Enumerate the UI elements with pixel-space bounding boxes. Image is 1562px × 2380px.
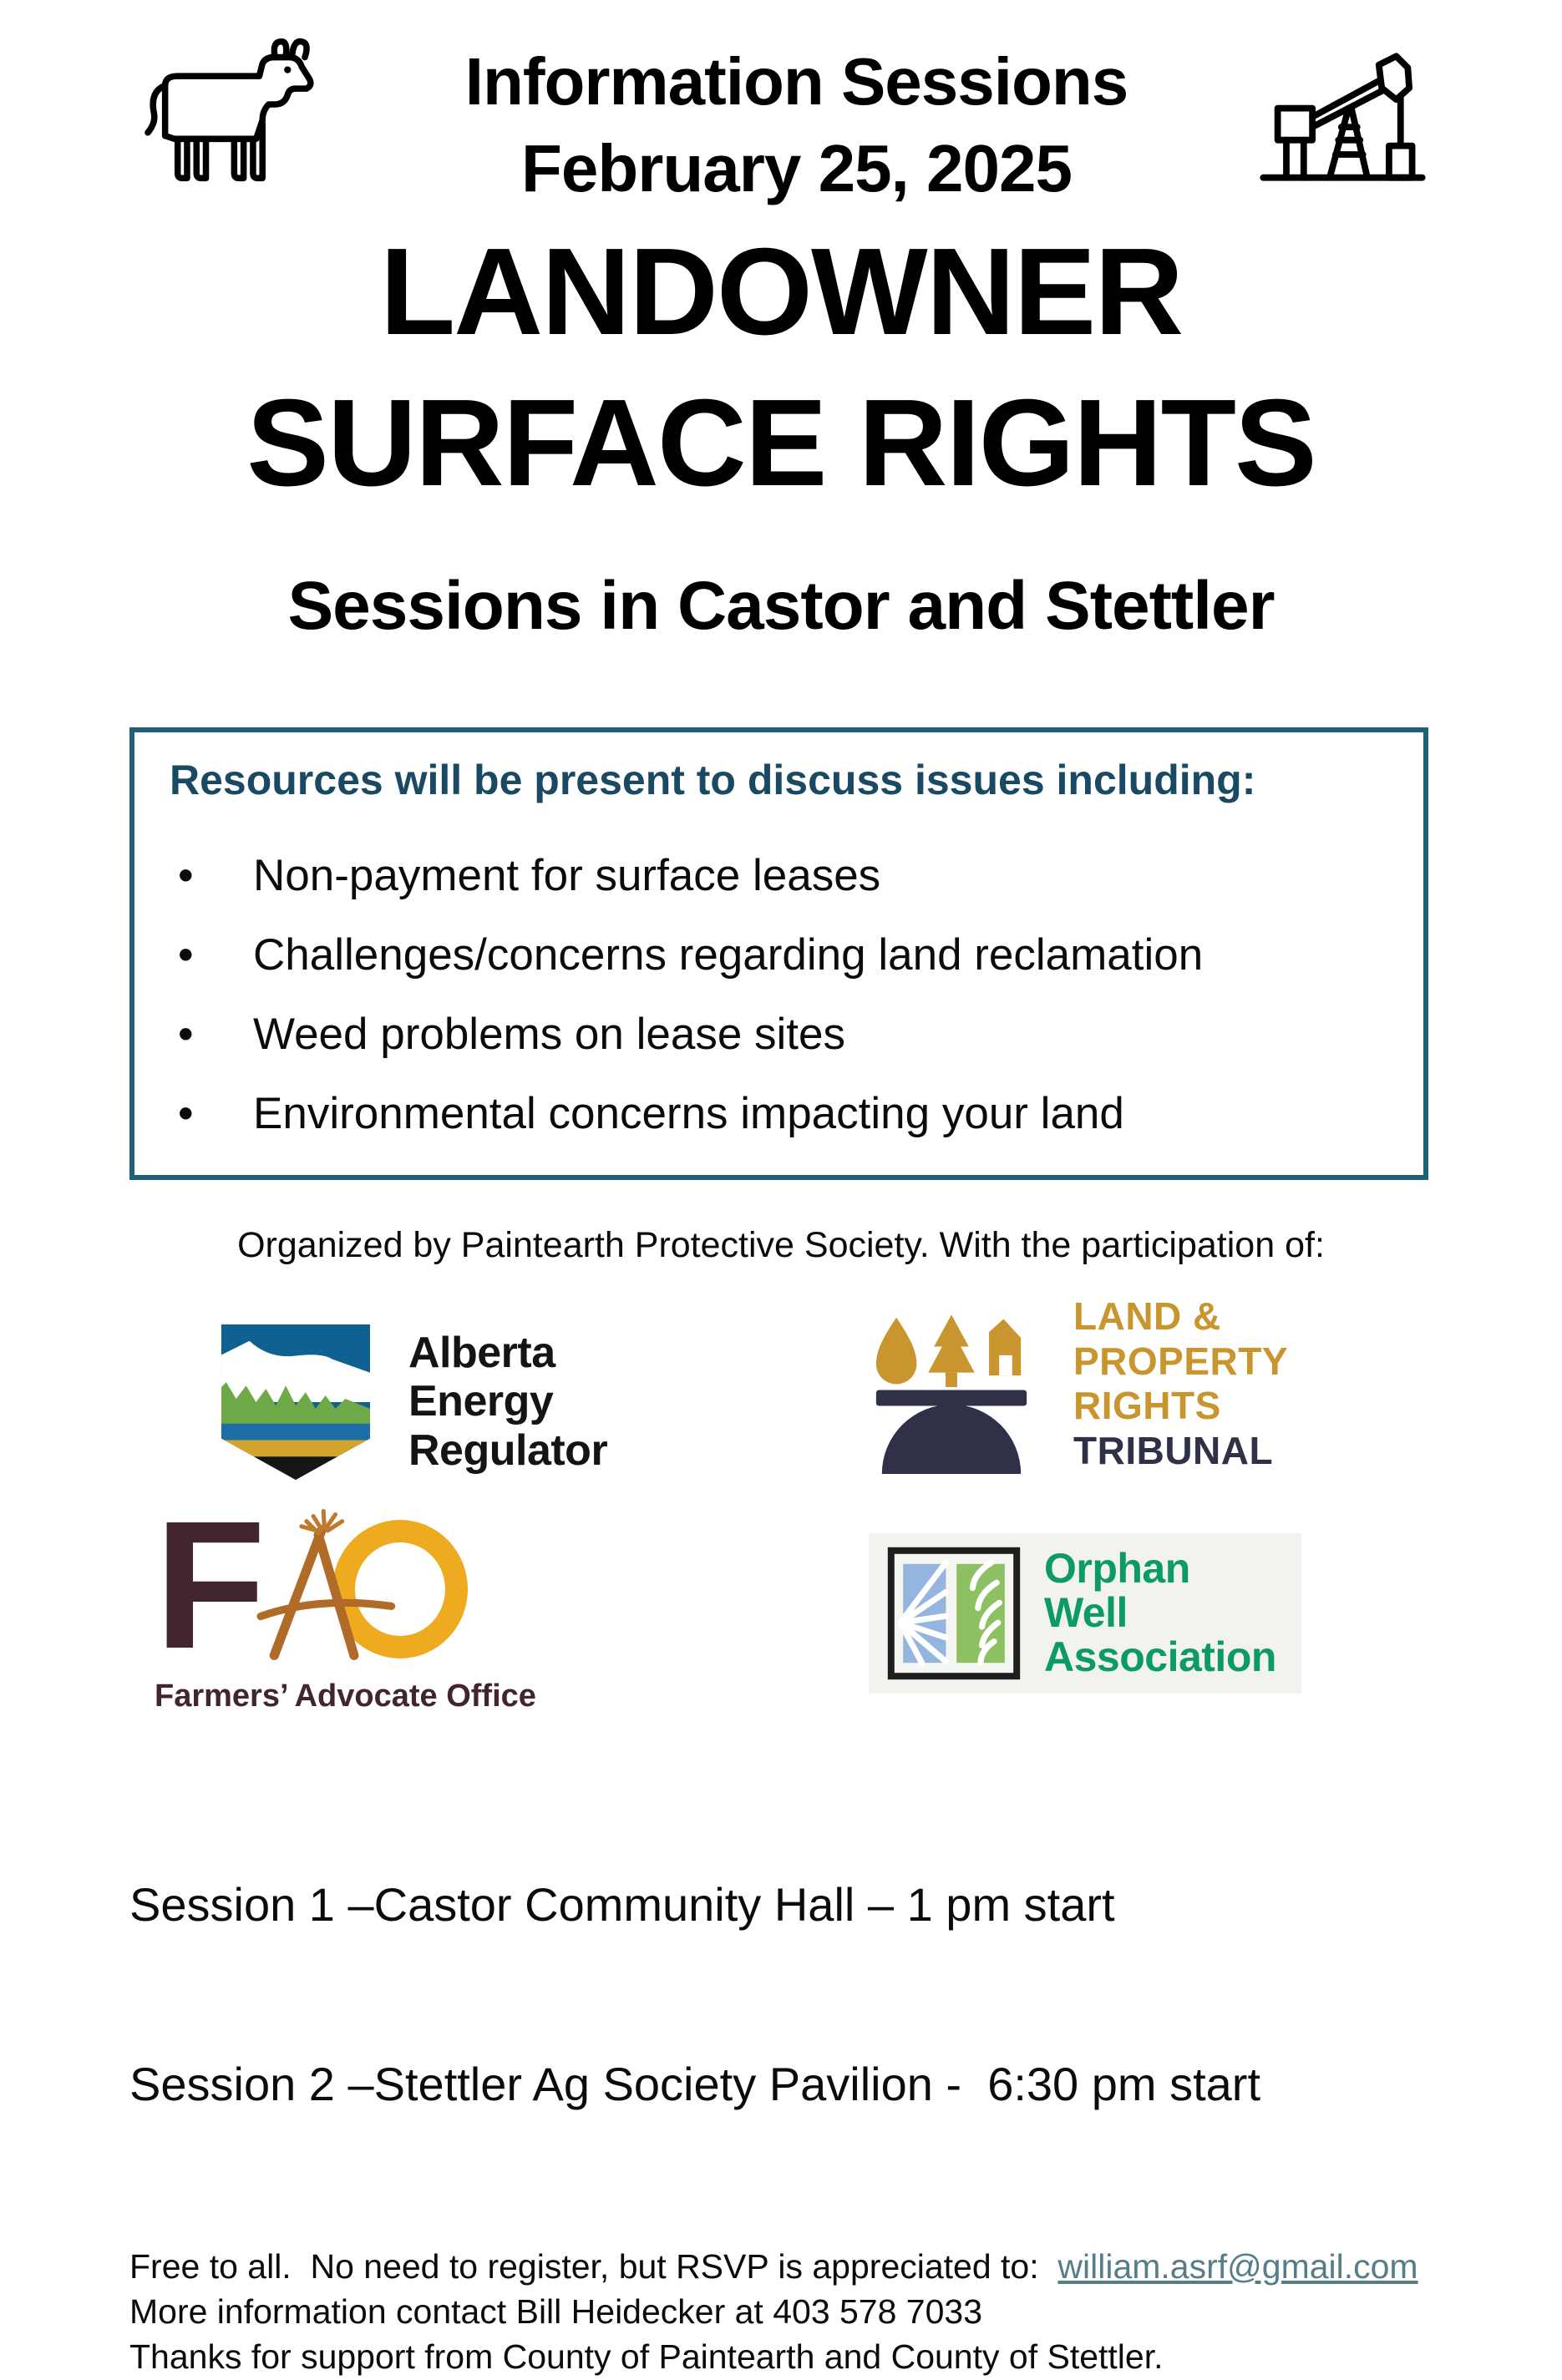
- owa-line: Orphan: [1044, 1545, 1190, 1593]
- fao-letter-f: F: [155, 1483, 266, 1687]
- lprt-icon: [865, 1289, 1038, 1485]
- owa-line: Association: [1044, 1633, 1276, 1681]
- lprt-wordmark: [1073, 1294, 1288, 1474]
- land-property-rights-tribunal-logo: [865, 1289, 1288, 1485]
- owa-line: Well: [1044, 1589, 1128, 1637]
- list-item: [170, 930, 1388, 981]
- list-item-text: Non-payment for surface leases: [253, 851, 881, 901]
- aer-line: Regulator: [408, 1426, 608, 1476]
- resources-box: [129, 727, 1428, 1180]
- fao-caption: Farmers’ Advocate Office: [155, 1678, 536, 1714]
- header-line-1: Information Sessions: [464, 44, 1128, 119]
- bullet-icon: •: [178, 1009, 194, 1059]
- aer-shield-icon: [213, 1319, 378, 1485]
- bullet-icon: •: [178, 930, 194, 980]
- owa-icon: [887, 1547, 1021, 1680]
- session-details: [129, 1755, 1445, 2234]
- rsvp-line: [129, 2244, 1445, 2289]
- lprt-line: PROPERTY: [1073, 1339, 1289, 1383]
- resources-heading: Resources will be present to discuss issues including:: [170, 757, 1256, 804]
- list-item-text: Challenges/concerns regarding land reclamation: [253, 930, 1204, 980]
- header-title: [344, 38, 1249, 212]
- page-title-line-1: LANDOWNER: [379, 223, 1183, 361]
- aer-line: Energy: [408, 1377, 554, 1426]
- pumpjack-icon: [1249, 38, 1437, 195]
- session-2-line: Session 2 –Stettler Ag Society Pavilion - 6:30 pm start: [129, 2058, 1261, 2111]
- list-item-text: Weed problems on lease sites: [253, 1009, 846, 1059]
- list-item: [170, 1010, 1388, 1061]
- header: [0, 0, 1562, 212]
- lprt-line: LAND &: [1073, 1294, 1221, 1338]
- farmers-advocate-office-logo: [155, 1483, 536, 1714]
- organized-line: Organized by Paintearth Protective Society. With the participation of:: [237, 1224, 1325, 1265]
- list-item-text: Environmental concerns impacting your land: [253, 1088, 1124, 1138]
- rsvp-email-link[interactable]: william.asrf@gmail.com: [1057, 2247, 1418, 2286]
- lprt-line: TRIBUNAL: [1073, 1429, 1274, 1473]
- fao-wheat-a-icon: [259, 1513, 361, 1660]
- participant-logos: [0, 1289, 1562, 1740]
- bullet-icon: •: [178, 851, 194, 901]
- rsvp-prefix: Free to all. No need to register, but RSVP is appreciated to:: [129, 2247, 1058, 2286]
- alberta-energy-regulator-logo: [213, 1319, 607, 1485]
- orphan-well-association-logo: [869, 1533, 1301, 1694]
- owa-wordmark: [1044, 1547, 1276, 1679]
- contact-line: More information contact Bill Heidecker at 403 578 7033: [129, 2292, 983, 2332]
- header-line-2: February 25, 2025: [521, 131, 1072, 205]
- fao-letters: [155, 1483, 536, 1687]
- thanks-line: Thanks for support from County of Paintearth and County of Stettler.: [129, 2337, 1164, 2377]
- list-item: [170, 851, 1388, 902]
- page-title: [0, 217, 1562, 519]
- aer-line: Alberta: [408, 1328, 555, 1377]
- page-title-line-2: SURFACE RIGHTS: [246, 373, 1316, 512]
- footer-notes: [129, 2244, 1445, 2379]
- lprt-line: RIGHTS: [1073, 1384, 1221, 1428]
- page-subtitle: Sessions in Castor and Stettler: [287, 568, 1275, 645]
- list-item: [170, 1089, 1388, 1140]
- session-1-line: Session 1 –Castor Community Hall – 1 pm start: [129, 1878, 1115, 1932]
- resources-list: [170, 851, 1388, 1140]
- cow-icon: [134, 38, 344, 195]
- aer-wordmark: [408, 1329, 607, 1476]
- bullet-icon: •: [178, 1088, 194, 1138]
